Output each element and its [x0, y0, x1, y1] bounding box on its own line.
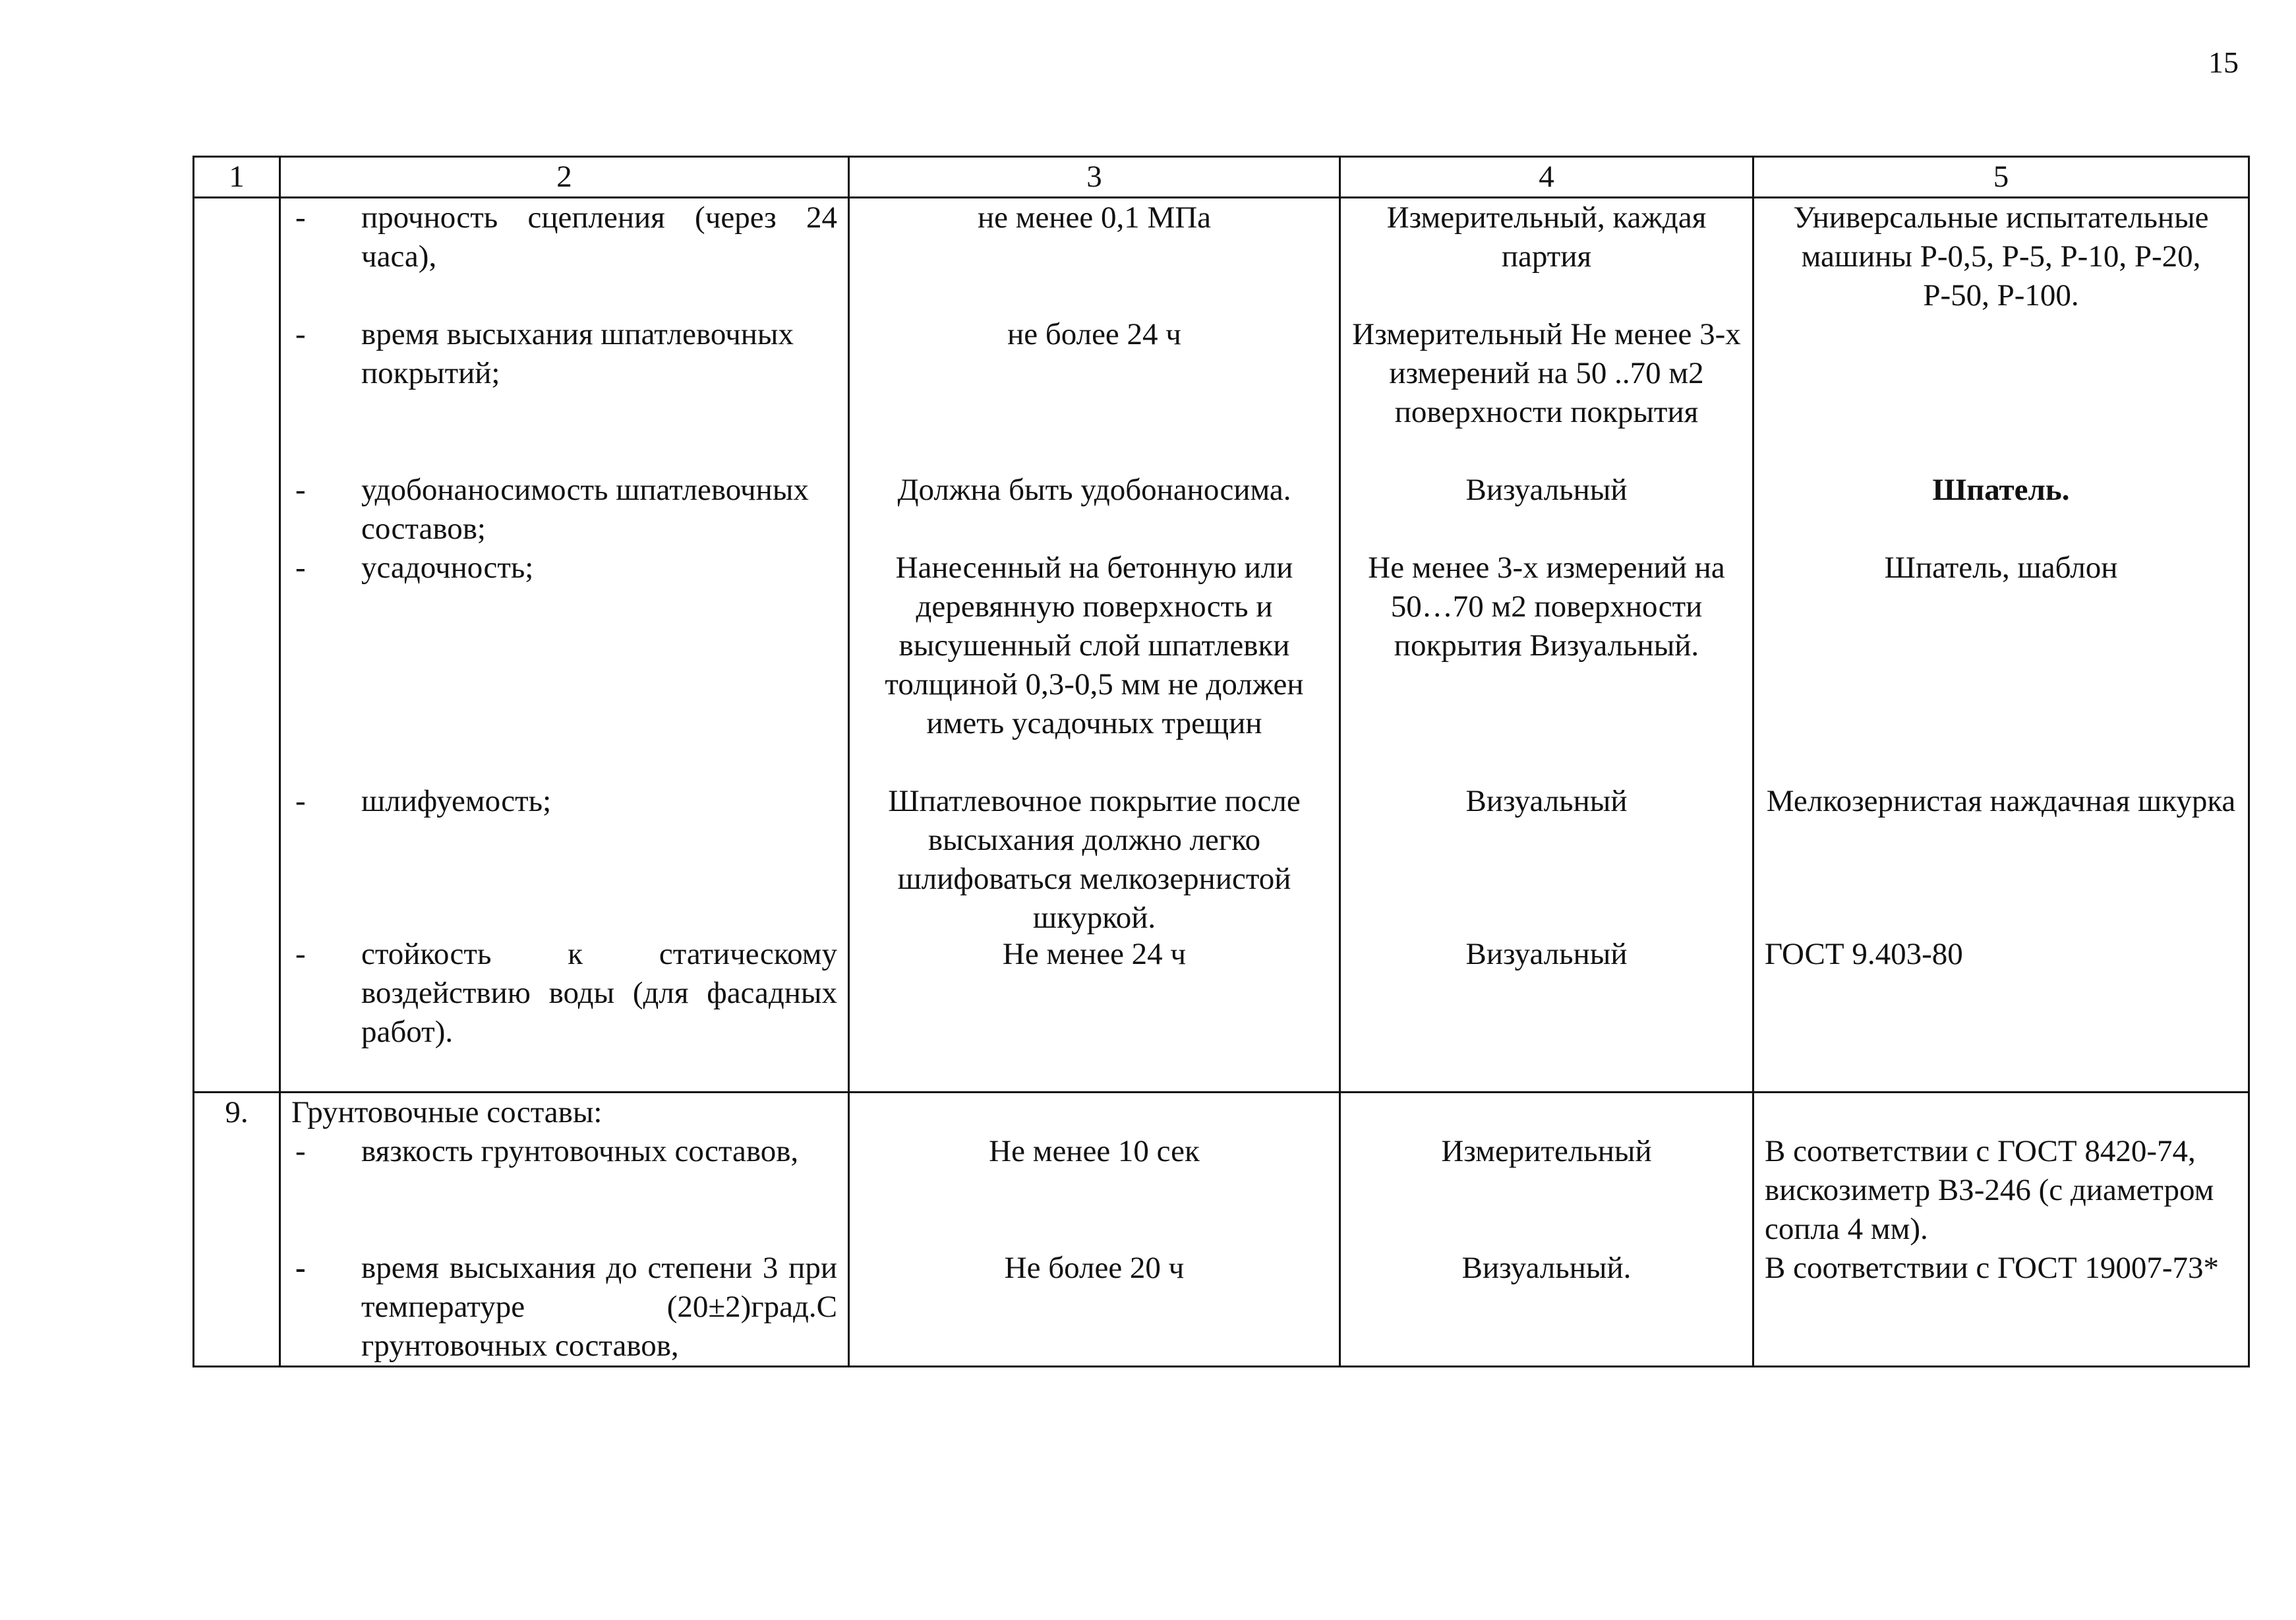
requirement-text: Нанесенный на бетонную или деревянную поверхность и высушенный слой шпатлевки толщиной 0,3-0,5 мм не должен иметь усадочных трещин	[885, 551, 1304, 740]
property-text: время высыхания до степени 3 при температуре (20±2)град.С грунтовочных составов,	[361, 1251, 837, 1363]
instrument-cell	[1753, 198, 2249, 1093]
property-item	[291, 315, 837, 471]
property-cell	[280, 1093, 849, 1367]
property-text: стойкость к статическому воздействию воды (для фасадных работ).	[361, 937, 837, 1049]
control-method-text: Визуальный	[1465, 784, 1628, 818]
column-number-2: 2	[280, 157, 849, 198]
bullet-dash: -	[295, 473, 306, 507]
requirement-text: Не менее 24 ч	[1002, 937, 1187, 971]
column-number-row	[194, 157, 2249, 198]
requirement-text: Не менее 10 сек	[989, 1134, 1200, 1168]
property-text: удобонаносимость шпатлевочных составов;	[361, 473, 809, 546]
bullet-dash: -	[295, 937, 306, 971]
page-number: 15	[2208, 45, 2239, 79]
bullet-dash: -	[295, 1251, 306, 1285]
instrument-text: Шпатель, шаблон	[1884, 551, 2118, 585]
requirement-cell	[849, 1093, 1340, 1367]
section-title: Грунтовочные составы:	[291, 1095, 603, 1129]
property-item	[291, 549, 837, 782]
bullet-dash: -	[295, 551, 306, 585]
control-method-cell	[1340, 198, 1753, 1093]
property-text: вязкость грунтовочных составов,	[361, 1134, 799, 1168]
control-method-text: Визуальный.	[1461, 1251, 1632, 1285]
bullet-dash: -	[295, 1134, 306, 1168]
instrument-text: В соответствии с ГОСТ 19007-73*	[1765, 1251, 2220, 1285]
instrument-cell	[1753, 1093, 2249, 1367]
property-text: усадочность;	[361, 551, 534, 585]
control-method-text: Не менее 3-х измерений на 50…70 м2 поверхности покрытия Визуальный.	[1368, 551, 1725, 663]
column-number-1: 1	[194, 157, 280, 198]
requirement-text: Не более 20 ч	[1004, 1251, 1185, 1285]
property-item	[291, 471, 837, 549]
control-method-text: Визуальный	[1465, 473, 1628, 507]
column-number-5: 5	[1753, 157, 2249, 198]
requirement-text: Шпатлевочное покрытие после высыхания должно легко шлифоваться мелкозернистой шкуркой.	[888, 784, 1301, 935]
property-item	[291, 1132, 837, 1249]
property-text: шлифуемость;	[361, 784, 552, 818]
instrument-text: Шпатель.	[1932, 473, 2070, 507]
row-number-cell	[194, 198, 280, 1093]
bullet-dash: -	[295, 200, 306, 235]
property-text: прочность сцепления (через 24 часа),	[361, 200, 837, 274]
bullet-dash: -	[295, 317, 306, 351]
property-cell	[280, 198, 849, 1093]
instrument-text: Мелкозернистая наждачная шкурка	[1766, 784, 2236, 818]
instrument-text	[1765, 315, 2237, 471]
row-number-cell: 9.	[194, 1093, 280, 1367]
control-method-text: Измерительный Не менее 3-х измерений на 50 ..70 м2 поверхности покрытия	[1352, 317, 1741, 429]
instrument-text: В соответствии с ГОСТ 8420-74, вискозиметр ВЗ-246 (с диаметром сопла 4 мм).	[1765, 1134, 2214, 1246]
property-item	[291, 1249, 837, 1365]
requirements-table	[192, 156, 2250, 1367]
property-item	[291, 198, 837, 315]
control-method-cell	[1340, 1093, 1753, 1367]
requirement-text: не более 24 ч	[1007, 317, 1181, 351]
requirement-text: Должна быть удобонаносима.	[897, 473, 1291, 507]
requirement-text: не менее 0,1 МПа	[977, 200, 1212, 235]
instrument-text: ГОСТ 9.403-80	[1765, 937, 1963, 971]
control-method-text: Измерительный	[1441, 1134, 1652, 1168]
column-number-4: 4	[1340, 157, 1753, 198]
bullet-dash: -	[295, 784, 306, 818]
putty-properties-row	[194, 198, 2249, 1093]
primer-compositions-row	[194, 1093, 2249, 1367]
property-text: время высыхания шпатлевочных покрытий;	[361, 317, 794, 390]
requirement-cell	[849, 198, 1340, 1093]
column-number-3: 3	[849, 157, 1340, 198]
property-item	[291, 782, 837, 935]
control-method-text: Визуальный	[1465, 937, 1628, 971]
property-item	[291, 935, 837, 1052]
control-method-text: Измерительный, каждая партия	[1386, 200, 1707, 274]
instrument-text: Универсальные испытательные машины Р-0,5, Р-5, Р-10, Р-20, Р-50, Р-100.	[1793, 200, 2209, 313]
